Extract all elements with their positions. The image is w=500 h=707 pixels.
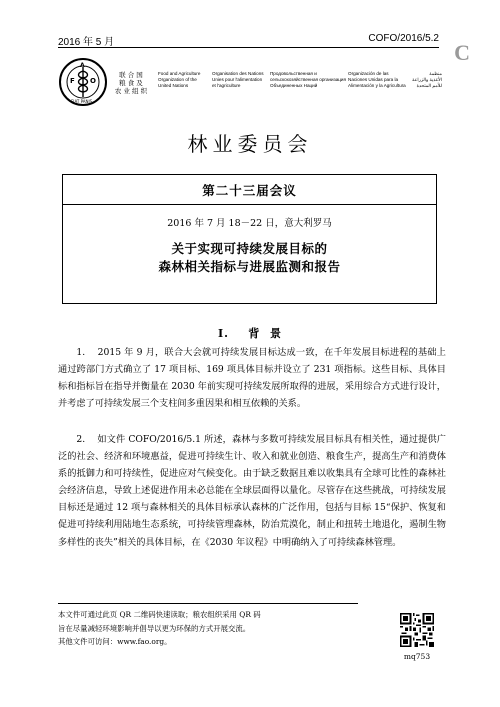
footer-line: 旨在尽量减轻环境影响并倡导以更为环保的方式开展交流。	[58, 623, 251, 633]
org-name-en-line: United Nations	[158, 82, 189, 88]
org-name-es-line: Alimentación y la Agricultura	[348, 82, 406, 88]
logo-motto: FIAT PANIS	[71, 99, 93, 104]
org-name-ar-line: للأمم المتحدة	[416, 82, 442, 88]
org-name-zh-line: 粮 食 及	[119, 79, 143, 87]
org-name-zh-line: 农 业 组 织	[114, 87, 148, 95]
org-name-en	[158, 71, 200, 88]
org-name-ar	[412, 71, 442, 88]
org-name-ar-line: منظمة	[429, 71, 442, 76]
org-name-zh	[114, 71, 148, 95]
org-name-en-line: Organization of the	[158, 76, 197, 82]
footer-rule	[58, 603, 358, 604]
paragraph-1: 1. 2015 年 9 月，联合大会就可持续发展目标达成一致，在千年发展目标进程的基础上通过跨部门方式确立了 17 项目标、169 项具体目标并设立了 231 项指标。这些目标、具体目标和指标旨在指导并衡量在 2030 年前实现可持续发展所取得的进展，采用综合方式进行设计，并考虑了可持续发展三个支柱间多重因果和相互依赖的关系。	[58, 347, 446, 410]
qr-code-icon	[400, 613, 434, 647]
session-title: 第二十三届会议	[63, 175, 436, 205]
org-name-ru-line: сельскохозяйственная организация	[270, 76, 346, 82]
org-name-fr-line: Organisation des Nations	[212, 71, 264, 76]
paragraph-2: 2. 如文件 COFO/2016/5.1 所述，森林与多数可持续发展目标具有相关性，通过提供广泛的社会、经济和环境惠益，促进可持续生计、收入和就业创造、粮食生产，提高生产和消费体系的抵御力和可持续性，促进应对气候变化。由于缺乏数据且难以收集具有全球可比性的森林社会经济信息，导致上述促进作用未必总能在全球层面得以量化。尽管存在这些挑战，可持续发展目标还是通过 12 项与森林相关的具体目标承认森林的广泛作用，包括与目标 15“保护、恢复和促进可持续利用陆地生态系统，可持续管理森林，防治荒漠化，制止和扭转土地退化，遏制生物多样性的丧失”相关的具体目标，在《2030 年议程》中明确纳入了可持续森林管理。	[58, 434, 446, 548]
footer-note	[58, 608, 358, 649]
session-box	[62, 174, 437, 304]
committee-title: 林业委员会	[187, 132, 313, 156]
language-code: C	[454, 40, 470, 65]
document-date: 2016 年 5 月	[58, 37, 115, 48]
svg-text:A: A	[80, 62, 85, 69]
report-title-line: 森林相关指标与进展监测和报告	[158, 259, 341, 274]
footer-line: 其他文件可访问：www.fao.org。	[58, 637, 172, 646]
svg-text:F: F	[70, 77, 75, 85]
session-date-place: 2016 年 7 月 18－22 日，意大利罗马	[167, 218, 332, 229]
report-title	[63, 240, 436, 276]
org-name-fr-line: Unies pour l'alimentation	[212, 76, 263, 82]
org-name-ru	[270, 71, 346, 88]
org-name-es	[348, 71, 406, 88]
org-name-fr	[212, 71, 264, 88]
qr-code-id: mq753	[403, 652, 431, 661]
footer-line: 本文件可通过此页 QR 二维码快速读取；粮农组织采用 QR 码	[58, 610, 261, 619]
report-title-line: 关于实现可持续发展目标的	[171, 241, 328, 256]
header-rule	[58, 47, 439, 48]
svg-text:O: O	[90, 77, 96, 85]
org-name-en-line: Food and Agriculture	[158, 71, 201, 76]
org-name-es-line: Organización de las	[348, 71, 389, 76]
org-name-ru-line: Продовольственная и	[270, 71, 317, 76]
org-name-es-line: Naciones Unidas para la	[348, 76, 399, 82]
section-heading: I. 背 景	[218, 327, 282, 340]
org-name-fr-line: et l'agriculture	[212, 82, 241, 88]
document-number: COFO/2016/5.2	[368, 33, 439, 44]
org-name-ar-line: الأغذية والزراعة	[412, 76, 442, 82]
org-name-ru-line: Объединенных Наций	[270, 82, 318, 88]
org-name-zh-line: 联 合 国	[119, 71, 143, 79]
fao-emblem-icon	[58, 57, 108, 107]
